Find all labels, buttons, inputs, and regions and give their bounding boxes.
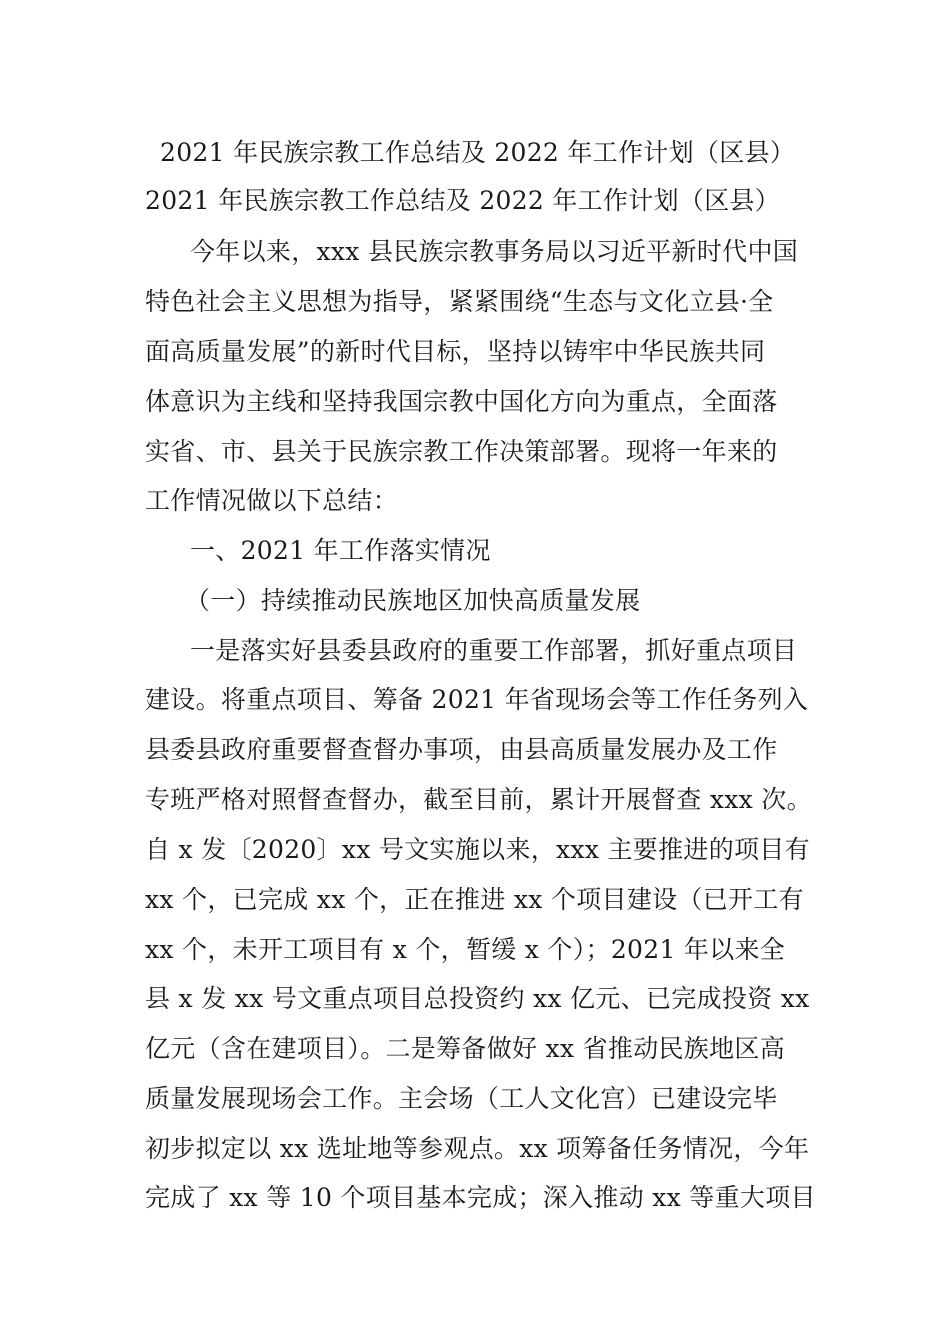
- paragraph-line: 工作情况做以下总结：: [145, 486, 399, 515]
- paragraph-line: 面高质量发展”的新时代目标，坚持以铸牢中华民族共同: [145, 337, 766, 366]
- paragraph-line: 特色社会主义思想为指导，紧紧围绕“生态与文化立县·全: [145, 287, 774, 316]
- paragraph-line: xx 个，已完成 xx 个，正在推进 xx 个项目建设（已开工有: [145, 885, 804, 914]
- paragraph-line: 完成了 xx 等 10 个项目基本完成；深入推动 xx 等重大项目: [145, 1183, 816, 1212]
- paragraph-line: 建设。将重点项目、筹备 2021 年省现场会等工作任务列入: [145, 685, 809, 714]
- paragraph-line: 县 x 发 xx 号文重点项目总投资约 xx 亿元、已完成投资 xx: [145, 984, 810, 1013]
- paragraph-line: 实省、市、县关于民族宗教工作决策部署。现将一年来的: [145, 437, 778, 466]
- paragraph-line: 一是落实好县委县政府的重要工作部署，抓好重点项目: [190, 636, 798, 665]
- paragraph-line: 质量发展现场会工作。主会场（工人文化宫）已建设完毕: [145, 1084, 778, 1113]
- paragraph-line: 体意识为主线和坚持我国宗教中国化方向为重点，全面落: [145, 387, 778, 416]
- section-heading: 一、2021 年工作落实情况: [190, 536, 491, 565]
- paragraph-line: 初步拟定以 xx 选址地等参观点。xx 项筹备任务情况，今年: [145, 1134, 810, 1163]
- document-title: 2021 年民族宗教工作总结及 2022 年工作计划（区县）: [160, 138, 796, 167]
- paragraph-line: xx 个，未开工项目有 x 个，暂缓 x 个）；2021 年以来全: [145, 935, 786, 964]
- paragraph-line: 今年以来，xxx 县民族宗教事务局以习近平新时代中国: [190, 237, 799, 266]
- document-title-repeat: 2021 年民族宗教工作总结及 2022 年工作计划（区县）: [145, 186, 781, 215]
- paragraph-line: 亿元（含在建项目）。二是筹备做好 xx 省推动民族地区高: [145, 1034, 785, 1063]
- subsection-heading: （一）持续推动民族地区加快高质量发展: [185, 586, 641, 615]
- paragraph-line: 自 x 发〔2020〕xx 号文实施以来，xxx 主要推进的项目有: [145, 835, 810, 864]
- paragraph-line: 县委县政府重要督查督办事项，由县高质量发展办及工作: [145, 735, 778, 764]
- paragraph-line: 专班严格对照督查督办，截至目前，累计开展督查 xxx 次。: [145, 785, 812, 814]
